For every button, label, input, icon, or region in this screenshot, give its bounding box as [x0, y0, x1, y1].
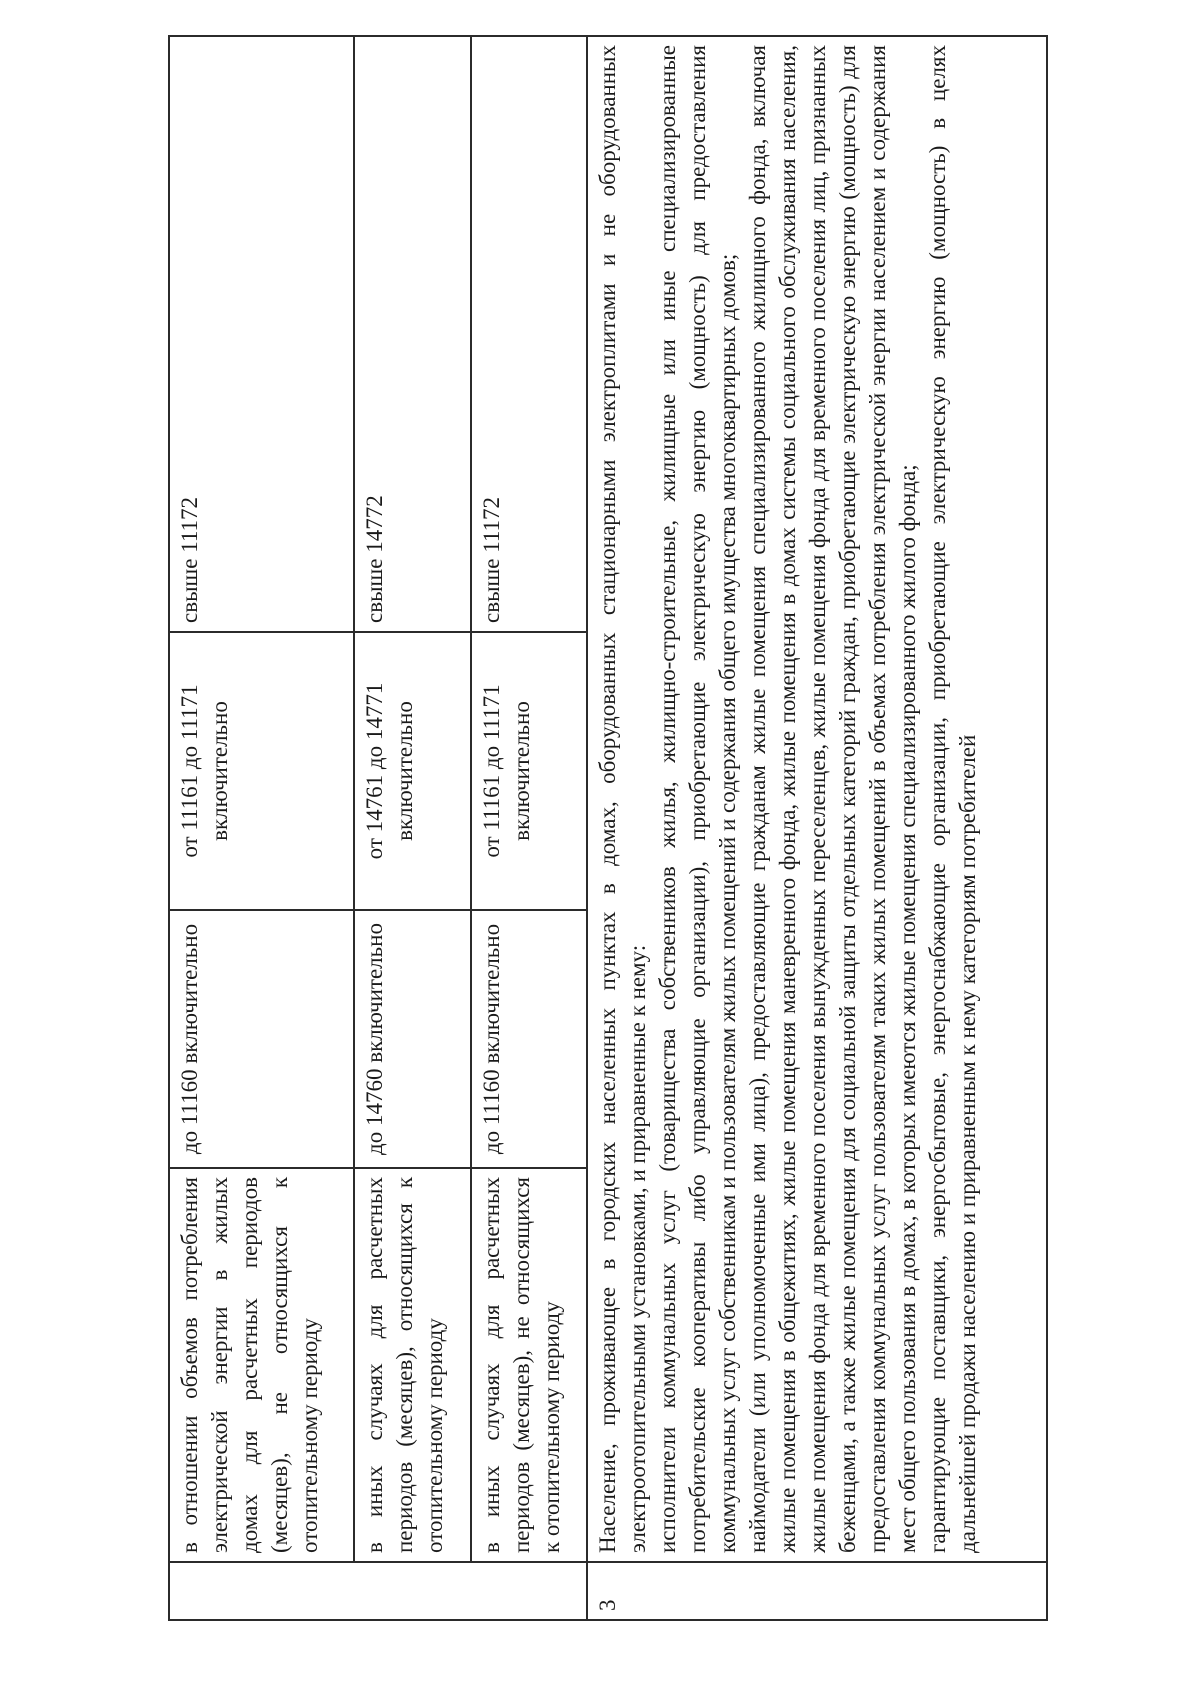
section-3-text [587, 36, 1047, 1562]
row-description: в иных случаях для расчетных периодов (месяцев), не относящихся к отопительному периоду [471, 1168, 588, 1562]
paragraph: Население, проживающее в городских населенных пунктах в домах, оборудованных стационарными электроплитами и не оборудованных электроотопительными установками, и приравненные к нему: [595, 45, 651, 1553]
table-row [354, 36, 471, 1620]
paragraph: наймодатели (или уполномоченные ими лица), предоставляющие гражданам жилые помещения специализированного жилищного фонда, включая жилые помещения в общежитиях, жилые помещения маневренного фонда, жилые помещения в домах системы социального обслуживания населения, жилые помещения фонда для временного поселения вынужденных переселенцев, жилые помещения фонда для временного поселения лиц, признанных беженцами, а также жилые помещения для социальной защиты отдельных категорий граждан, приобретающие электрическую энергию (мощность) для предоставления коммунальных услуг пользователям таких жилых помещений в объемах потребления электрической энергии населением и содержания мест общего пользования в домах, в которых имеются жилые помещения специализированного жилого фонда; [745, 45, 921, 1553]
row-description: в отношении объемов потребления электрической энергии в жилых домах для расчетных периодов (месяцев), не относящихся к отопительному периоду [169, 1168, 354, 1562]
volume-range-high: свыше 11172 [169, 36, 354, 632]
tariff-table [168, 35, 1048, 1621]
row-number-cell [169, 1562, 587, 1620]
table-row [169, 36, 354, 1620]
table-row [471, 36, 588, 1620]
table-row-section-3 [587, 36, 1047, 1620]
volume-range-high: свыше 14772 [354, 36, 471, 632]
volume-range-low: до 11160 включительно [471, 910, 588, 1168]
paragraph: гарантирующие поставщики, энергосбытовые, энергоснабжающие организации, приобретающие электрическую энергию (мощность) в целях дальнейшей продажи населению и приравненным к нему категориям потребителей [925, 45, 981, 1553]
paragraph: исполнители коммунальных услуг (товарищества собственников жилья, жилищно-строительные, жилищные или иные специализированные потребительские кооперативы либо управляющие организации), приобретающие электрическую энергию (мощность) для предоставления коммунальных услуг собственникам и пользователям жилых помещений и содержания общего имущества многоквартирных домов; [655, 45, 741, 1553]
volume-range-mid: от 14761 до 14771 включительно [354, 632, 471, 910]
row-description: в иных случаях для расчетных периодов (месяцев), относящихся к отопительному периоду [354, 1168, 471, 1562]
section-number: 3 [587, 1562, 1047, 1620]
volume-range-low: до 14760 включительно [354, 910, 471, 1168]
volume-range-mid: от 11161 до 11171 включительно [471, 632, 588, 910]
volume-range-mid: от 11161 до 11171 включительно [169, 632, 354, 910]
volume-range-low: до 11160 включительно [169, 910, 354, 1168]
volume-range-high: свыше 11172 [471, 36, 588, 632]
